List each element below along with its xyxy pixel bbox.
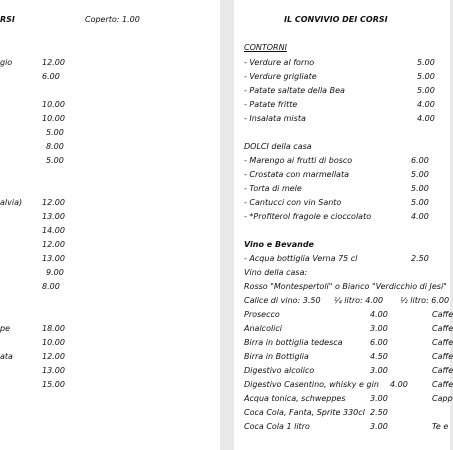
acqua-name: - Acqua bottiglia Verna 75 cl xyxy=(244,254,358,263)
mezzo-litro-price: ½ litro: 6.00 xyxy=(400,296,450,305)
dolci-item-name: - *Profiterol fragole e cioccolato xyxy=(244,212,372,221)
left-line-text: ata xyxy=(0,352,13,361)
contorni-item-name: - Verdure grigliate xyxy=(244,72,317,81)
contorni-heading: CONTORNI xyxy=(244,43,287,52)
contorni-item-price: 4.00 xyxy=(417,100,435,109)
left-line-price: 8.00 xyxy=(42,282,60,291)
bevanda-side-text: Caffe xyxy=(432,310,453,319)
left-line-text: pe xyxy=(0,324,10,333)
dolci-item-name: - Torta di mele xyxy=(244,184,302,193)
left-line-price: 12.00 xyxy=(42,58,65,67)
left-line-price: 9.00 xyxy=(46,268,64,277)
bevanda-side-text: Capp xyxy=(432,394,453,403)
left-line-price: 12.00 xyxy=(42,352,65,361)
acqua-price: 2.50 xyxy=(411,254,429,263)
contorni-item-name: - Patate saltate della Bea xyxy=(244,86,345,95)
bevanda-name: Digestivo Casentino, whisky e gin xyxy=(244,380,379,389)
bevanda-name: Acqua tonica, schweppes xyxy=(244,394,346,403)
bevanda-name: Coca Cola 1 litro xyxy=(244,422,310,431)
bevanda-side-text: Caffe xyxy=(432,352,453,361)
left-line-price: 15.00 xyxy=(42,380,65,389)
bevanda-price: 4.50 xyxy=(370,352,388,361)
contorni-item-name: - Insalata mista xyxy=(244,114,306,123)
left-line-text: gio xyxy=(0,58,13,67)
left-line-price: 10.00 xyxy=(42,114,65,123)
restaurant-title: IL CONVIVIO DEI CORSI xyxy=(284,15,388,24)
dolci-item-price: 4.00 xyxy=(411,212,429,221)
dolci-heading: DOLCI della casa xyxy=(244,142,312,151)
bevanda-price: 3.00 xyxy=(370,324,388,333)
vino-casa-label: Vino della casa: xyxy=(244,268,308,277)
bevanda-side-text: Caffe xyxy=(432,380,453,389)
left-line-price: 13.00 xyxy=(42,212,65,221)
dolci-item-name: - Marengo ai frutti di bosco xyxy=(244,156,353,165)
dolci-item-price: 5.00 xyxy=(411,198,429,207)
bevanda-price: 2.50 xyxy=(370,408,388,417)
contorni-item-name: - Patate fritte xyxy=(244,100,298,109)
left-title-fragment: RSI xyxy=(0,15,15,24)
left-line-price: 18.00 xyxy=(42,324,65,333)
vino-heading: Vino e Bevande xyxy=(244,240,314,249)
bevanda-price: 3.00 xyxy=(370,422,388,431)
menu-page-left xyxy=(0,0,220,450)
contorni-item-price: 5.00 xyxy=(417,72,435,81)
bevanda-name: Analcolici xyxy=(244,324,283,333)
left-line-price: 6.00 xyxy=(42,72,60,81)
bevanda-side-text: Caffe xyxy=(432,324,453,333)
left-line-price: 8.00 xyxy=(46,142,64,151)
bevanda-price: 4.00 xyxy=(390,380,408,389)
dolci-item-name: - Cantucci con vin Santo xyxy=(244,198,342,207)
bevanda-name: Prosecco xyxy=(244,310,280,319)
bevanda-name: Digestivo alcolico xyxy=(244,366,315,375)
bevanda-price: 3.00 xyxy=(370,366,388,375)
bevanda-side-text: Te e xyxy=(432,422,449,431)
left-line-price: 5.00 xyxy=(46,128,64,137)
contorni-item-price: 5.00 xyxy=(417,58,435,67)
contorni-item-price: 5.00 xyxy=(417,86,435,95)
dolci-item-price: 6.00 xyxy=(411,156,429,165)
contorni-item-name: - Verdure al forno xyxy=(244,58,315,67)
contorni-item-price: 4.00 xyxy=(417,114,435,123)
left-line-price: 12.00 xyxy=(42,198,65,207)
left-line-price: 13.00 xyxy=(42,254,65,263)
bevanda-side-text: Caffe xyxy=(432,338,453,347)
left-line-text: alvia) xyxy=(0,198,23,207)
bevanda-price: 6.00 xyxy=(370,338,388,347)
bevanda-price: 3.00 xyxy=(370,394,388,403)
rosso-bianco-text: Rosso "Montespertoli" o Bianco "Verdicchio di Jesi" xyxy=(244,282,447,291)
dolci-item-name: - Crostata con marmellata xyxy=(244,170,349,179)
quarto-litro-price: ¼ litro: 4.00 xyxy=(334,296,384,305)
bevanda-name: Birra in bottiglia tedesca xyxy=(244,338,343,347)
left-line-price: 10.00 xyxy=(42,100,65,109)
left-line-price: 13.00 xyxy=(42,366,65,375)
left-line-price: 5.00 xyxy=(46,156,64,165)
coperto-label: Coperto: 1.00 xyxy=(85,15,140,24)
calice-price: Calice di vino: 3.50 xyxy=(244,296,321,305)
left-line-price: 12.00 xyxy=(42,240,65,249)
bevanda-side-text: Caffe xyxy=(432,366,453,375)
bevanda-name: Coca Cola, Fanta, Sprite 330cl xyxy=(244,408,365,417)
dolci-item-price: 5.00 xyxy=(411,184,429,193)
bevanda-name: Birra in Bottiglia xyxy=(244,352,309,361)
dolci-item-price: 5.00 xyxy=(411,170,429,179)
left-line-price: 14.00 xyxy=(42,226,65,235)
left-line-price: 10.00 xyxy=(42,338,65,347)
menu-page-right xyxy=(234,0,453,450)
bevanda-price: 4.00 xyxy=(370,310,388,319)
